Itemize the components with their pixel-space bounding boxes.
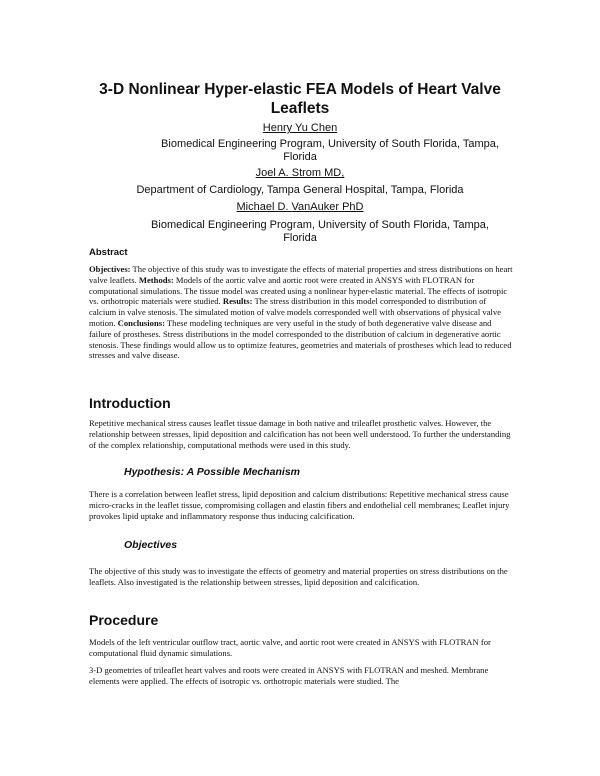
author-affiliation: Biomedical Engineering Program, University of South Florida, Tampa, [151,219,489,231]
procedure-heading: Procedure [89,612,159,628]
abstract-objectives-text: The objective of this study was to investigate the effects of material properties and stress distributions on heart valve leaflets. [89,264,513,285]
abstract-objectives-label: Objectives: [89,264,131,274]
author-name: Michael D. VanAuker PhD [236,201,364,213]
abstract-body [89,264,514,361]
procedure-paragraph: 3-D geometries of trileaflet heart valves and roots were created in ANSYS with FLOTRAN and meshed. Membrane elements were applied. The effects of isotropic vs. orthotropic materials were studied. The [89,665,489,686]
abstract-results-text: The stress distribution in this model corresponded to distribution of calcium in valve stenosis. The simulated motion of valve models corresponded well with observations of physical valve motion. [89,296,502,328]
introduction-body: Repetitive mechanical stress causes leaflet tissue damage in both native and trileaflet prosthetic valves. However, the relationship between stresses, lipid deposition and calcification has not been well understood. To further the understanding of the complex relationship, computational methods were used in this study. [89,418,511,450]
objectives-body: The objective of this study was to investigate the effects of geometry and material properties on stress distributions on the leaflets. Also investigated is the relationship between stresses, lipid deposition and calcification. [89,566,508,587]
abstract-methods-text: Models of the aortic valve and aortic root were created in ANSYS with FLOTRAN for computational simulations. The tissue model was created using a nonlinear hyper-elastic material. The effects of isotropic vs. orthotropic materials were studied. [89,274,508,307]
procedure-paragraph: Models of the left ventricular outflow tract, aortic valve, and aortic root were created in ANSYS with FLOTRAN for computational fluid dynamic simulations. [89,637,491,658]
author-affiliation-cont: Florida [283,151,317,163]
author-name: Henry Yu Chen [262,122,338,134]
hypothesis-heading: Hypothesis: A Possible Mechanism [124,466,301,478]
introduction-heading: Introduction [89,395,171,411]
abstract-heading: Abstract [89,247,128,258]
hypothesis-body: There is a correlation between leaflet stress, lipid deposition and calcium distributions: Repetitive mechanical stress cause micro-cracks in the leaflet tissue, compromising collagen and elastin fibers and endothelial cell membranes; Leaflet injury provokes lipid uptake and inflammatory response thus inducing calcification. [89,489,510,521]
author-affiliation: Biomedical Engineering Program, University of South Florida, Tampa, [161,138,499,150]
abstract-conclusions-label: Conclusions: [117,317,165,328]
abstract-methods-label: Methods: [138,274,174,285]
objectives-heading: Objectives [124,539,178,551]
author-affiliation: Department of Cardiology, Tampa General Hospital, Tampa, Florida [136,184,464,196]
paper-title: 3-D Nonlinear Hyper-elastic FEA Models of Heart Valve Leaflets [99,81,501,117]
abstract-results-label: Results: [222,296,253,307]
author-name: Joel A. Strom MD, [255,167,345,179]
abstract-conclusions-text: These modeling techniques are very useful in the study of both degenerative valve disease and failure of prostheses. Stress distributions in the model corresponded to the distribution of calcium in degenerative aortic stenosis. These findings would allow us to optimize features, geometries and materials of prostheses which lead to reduced stresses and valve disease. [89,317,512,361]
author-affiliation-cont: Florida [283,232,317,244]
